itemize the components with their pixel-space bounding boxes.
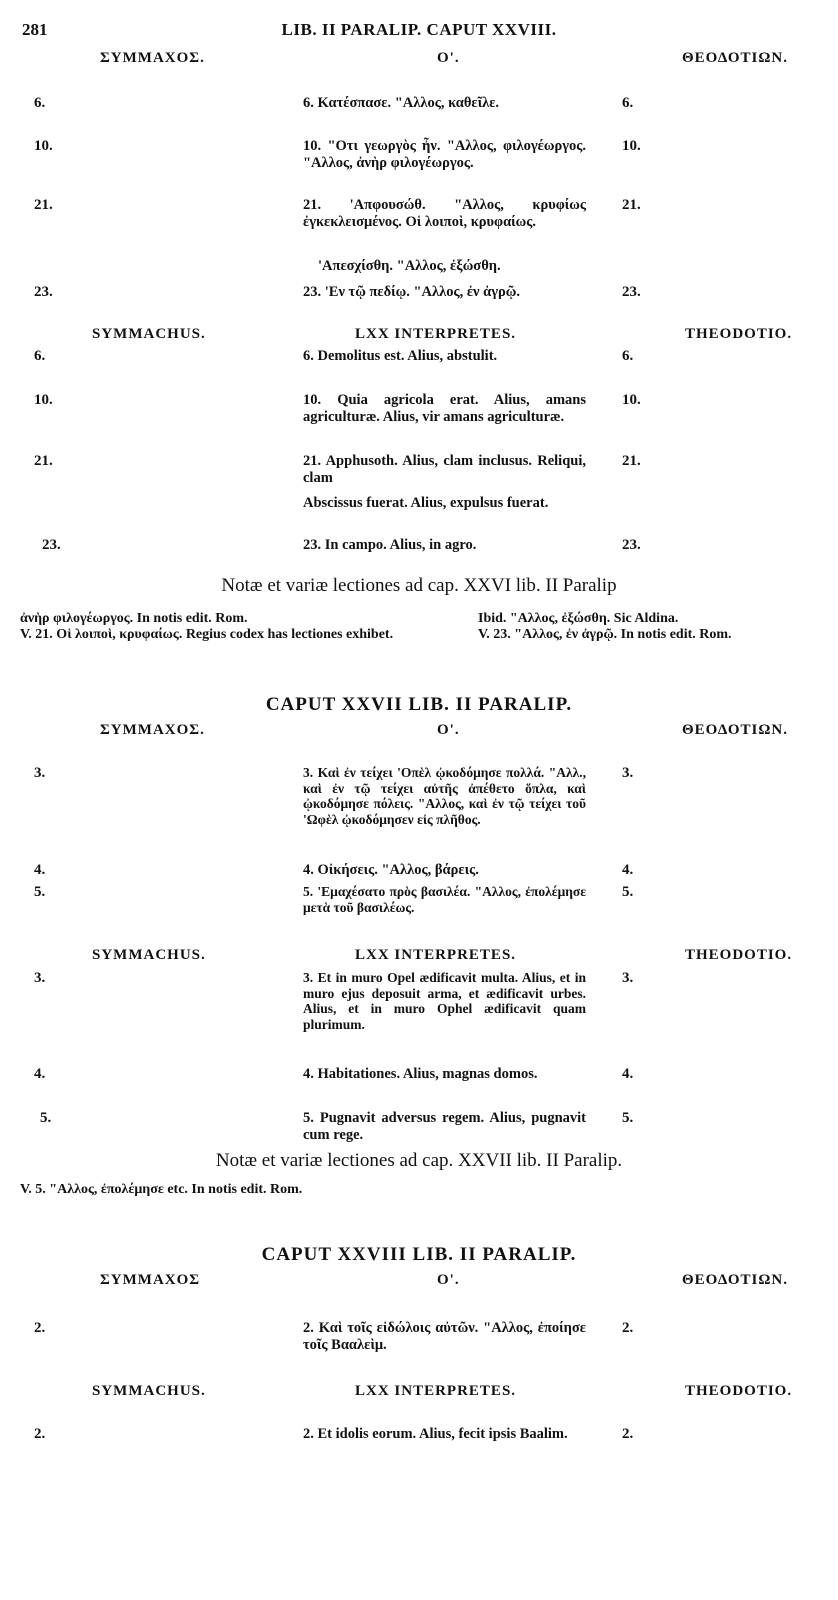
greek-entry: 2. Καὶ τοῖς εἰδώλοις αὐτῶν. "Αλλος, ἐποίησε τοῖς Βααλεὶμ. (303, 1320, 586, 1353)
col-header-symmachus-latin: SYMMACHUS. (92, 326, 206, 342)
verse-number-right: 10. (622, 138, 641, 154)
latin-entry: 3. Et in muro Opel ædificavit multa. Alius, et in muro ejus deposuit arma, et ædificavit urbes. Alius, et in muro Ophel ædificavit quam plurimum. (303, 970, 586, 1032)
verse-number-left: 10. (34, 392, 53, 408)
note-right: V. 23. "Αλλος, ἐν ἀγρῷ. In notis edit. Rom. (478, 627, 732, 642)
verse-number-right: 2. (622, 1320, 634, 1336)
latin-entry: 23. In campo. Alius, in agro. (303, 537, 477, 553)
section-title: CAPUT XXVII LIB. II PARALIP. (265, 694, 573, 715)
col-header-theodotion-greek: ΘΕΟΔΟΤΙΩΝ. (682, 722, 788, 738)
verse-number-right: 4. (622, 1066, 634, 1082)
notes-title: Notæ et variæ lectiones ad cap. XXVII lib. II Paralip. (215, 1150, 623, 1171)
col-header-lxx-greek: Ο'. (437, 50, 460, 66)
col-header-lxx-greek: Ο'. (437, 1272, 460, 1288)
col-header-theodotio-latin: THEODOTIO. (685, 326, 793, 342)
greek-entry: 21. 'Απφουσώθ. "Αλλος, κρυφίως ἐγκεκλεισμένος. Οἱ λοιποὶ, κρυφαίως. (303, 197, 586, 230)
col-header-lxx-latin: LXX INTERPRETES. (355, 326, 517, 342)
note-full: V. 5. "Αλλος, ἐπολέμησε etc. In notis edit. Rom. (20, 1182, 303, 1197)
col-header-symmachus-greek: ΣΥΜΜΑΧΟΣ. (100, 722, 205, 738)
page-number: 281 (22, 20, 48, 39)
verse-number-right: 2. (622, 1426, 634, 1442)
col-header-lxx-greek: Ο'. (437, 722, 460, 738)
greek-entry: 10. "Οτι γεωργὸς ἦν. "Αλλος, φιλογέωργος. "Αλλος, ἀνὴρ φιλογέωργος. (303, 138, 586, 171)
greek-entry: 4. Οἰκήσεις. "Αλλος, βάρεις. (303, 862, 479, 878)
verse-number-left: 10. (34, 138, 53, 154)
verse-number-right: 6. (622, 95, 634, 111)
col-header-lxx-latin: LXX INTERPRETES. (355, 947, 517, 963)
col-header-symmachus-greek: ΣΥΜΜΑΧΟΣ. (100, 50, 205, 66)
verse-number-left: 2. (34, 1426, 46, 1442)
verse-number-right: 5. (622, 884, 634, 900)
greek-entry: 3. Καὶ ἐν τείχει 'Οπὲλ ᾠκοδόμησε πολλά. "Αλλ., καὶ ἐν τῷ τείχει αὐτῆς ἀπέθετο ὅπλα, καὶ ᾠκοδόμησε πόλεις. "Αλλος, καὶ ἐν τῷ τείχει τοῦ 'Ωφὲλ ᾠκοδόμησεν εἰς πλῆθος. (303, 765, 586, 827)
verse-number-right: 21. (622, 453, 641, 469)
verse-number-right: 10. (622, 392, 641, 408)
latin-entry: 10. Quia agricola erat. Alius, amans agriculturæ. Alius, vir amans agriculturæ. (303, 392, 586, 425)
verse-number-left: 4. (34, 1066, 46, 1082)
verse-number-right: 6. (622, 348, 634, 364)
note-right: Ibid. "Αλλος, ἐξώσθη. Sic Aldina. (478, 611, 679, 626)
latin-entry: 2. Et idolis eorum. Alius, fecit ipsis Baalim. (303, 1426, 568, 1442)
latin-entry: 21. Apphusoth. Alius, clam inclusus. Reliqui, clam (303, 453, 586, 486)
running-head: LIB. II PARALIP. CAPUT XXVIII. (281, 20, 557, 39)
verse-number-left: 6. (34, 95, 46, 111)
greek-entry: 5. 'Εμαχέσατο πρὸς βασιλέα. "Αλλος, ἐπολέμησε μετὰ τοῦ βασιλέως. (303, 884, 586, 915)
section-title: CAPUT XXVIII LIB. II PARALIP. (261, 1244, 577, 1265)
col-header-theodotion-greek: ΘΕΟΔΟΤΙΩΝ. (682, 50, 788, 66)
col-header-symmachus-latin: SYMMACHUS. (92, 1383, 206, 1399)
col-header-theodotio-latin: THEODOTIO. (685, 947, 793, 963)
verse-number-right: 3. (622, 970, 634, 986)
verse-number-left: 6. (34, 348, 46, 364)
latin-entry: Abscissus fuerat. Alius, expulsus fuerat. (303, 495, 549, 511)
greek-entry: 6. Κατέσπασε. "Αλλος, καθεῖλε. (303, 95, 500, 111)
col-header-theodotion-greek: ΘΕΟΔΟΤΙΩΝ. (682, 1272, 788, 1288)
col-header-symmachus-latin: SYMMACHUS. (92, 947, 206, 963)
verse-number-left: 3. (34, 970, 46, 986)
greek-entry: 23. 'Εν τῷ πεδίῳ. "Αλλος, ἐν ἀγρῷ. (303, 284, 521, 300)
col-header-lxx-latin: LXX INTERPRETES. (355, 1383, 517, 1399)
greek-entry: 'Απεσχίσθη. "Αλλος, ἐξώσθη. (318, 258, 501, 274)
notes-title: Notæ et variæ lectiones ad cap. XXVI lib. II Paralip (221, 575, 617, 596)
verse-number-left: 5. (34, 884, 46, 900)
latin-entry: 5. Pugnavit adversus regem. Alius, pugnavit cum rege. (303, 1110, 586, 1143)
verse-number-left: 23. (34, 284, 53, 300)
verse-number-left: 23. (42, 537, 61, 553)
verse-number-right: 3. (622, 765, 634, 781)
verse-number-right: 4. (622, 862, 634, 878)
latin-entry: 4. Habitationes. Alius, magnas domos. (303, 1066, 538, 1082)
note-left: ἀνὴρ φιλογέωργος. In notis edit. Rom. (20, 611, 248, 626)
col-header-symmachus-greek: ΣΥΜΜΑΧΟΣ (100, 1272, 201, 1288)
verse-number-left: 2. (34, 1320, 46, 1336)
verse-number-right: 5. (622, 1110, 634, 1126)
verse-number-right: 21. (622, 197, 641, 213)
verse-number-right: 23. (622, 284, 641, 300)
verse-number-left: 3. (34, 765, 46, 781)
verse-number-right: 23. (622, 537, 641, 553)
verse-number-left: 5. (40, 1110, 52, 1126)
verse-number-left: 21. (34, 453, 53, 469)
col-header-theodotio-latin: THEODOTIO. (685, 1383, 793, 1399)
latin-entry: 6. Demolitus est. Alius, abstulit. (303, 348, 498, 364)
verse-number-left: 21. (34, 197, 53, 213)
verse-number-left: 4. (34, 862, 46, 878)
note-left: V. 21. Οἱ λοιποὶ, κρυφαίως. Regius codex has lectiones exhibet. (20, 627, 394, 642)
